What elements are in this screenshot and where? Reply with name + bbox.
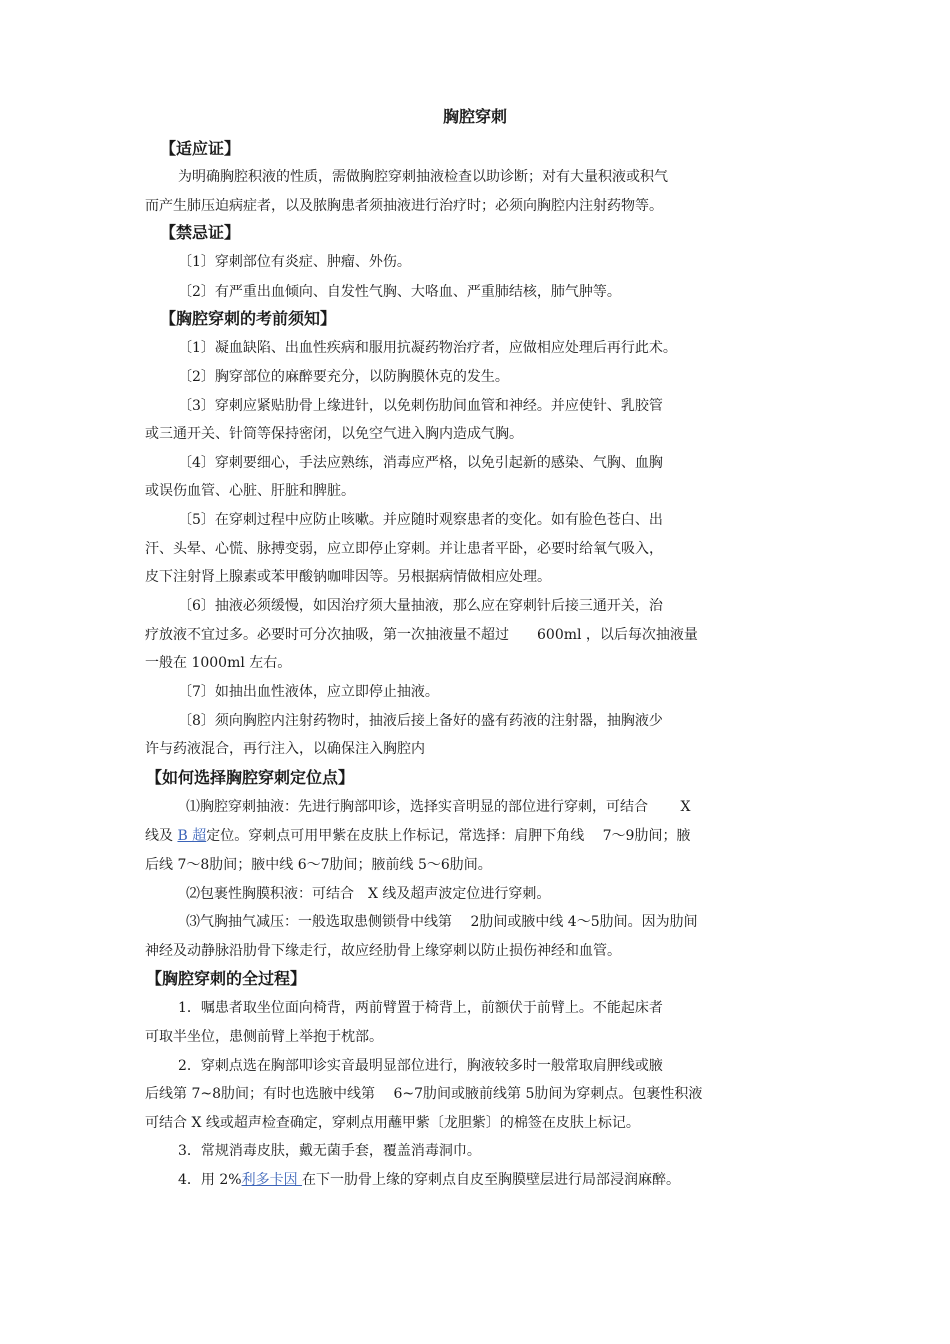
paragraph-line: 许与药液混合，再行注入，以确保注入胸腔内 bbox=[145, 741, 425, 757]
heading-positioning: 【如何选择胸腔穿刺定位点】 bbox=[146, 768, 355, 787]
paragraph-line: 可取半坐位，患侧前臂上举抱于枕部。 bbox=[145, 1029, 383, 1045]
paragraph-line: 〔4〕穿刺要细心，手法应熟练，消毒应严格，以免引起新的感染、气胸、血胸 bbox=[178, 455, 663, 471]
paragraph-line: 〔8〕须向胸腔内注射药物时，抽液后接上备好的盛有药液的注射器，抽胸液少 bbox=[178, 713, 663, 729]
text-segment: 4．用 2% bbox=[178, 1172, 242, 1188]
paragraph-line: 为明确胸腔积液的性质，需做胸腔穿刺抽液检查以助诊断；对有大量积液或积气 bbox=[178, 169, 668, 185]
paragraph-line: 〔7〕如抽出血性液体，应立即停止抽液。 bbox=[178, 684, 439, 700]
lidocaine-link[interactable]: 利多卡因 bbox=[241, 1172, 303, 1188]
b-ultrasound-link[interactable]: B 超 bbox=[177, 828, 207, 844]
paragraph-line: 汗、头晕、心慌、脉搏变弱，应立即停止穿刺。并让患者平卧，必要时给氧气吸入， bbox=[145, 541, 663, 557]
paragraph-line: 〔1〕凝血缺陷、出血性疾病和服用抗凝药物治疗者，应做相应处理后再行此术。 bbox=[178, 340, 677, 356]
paragraph-line: 而产生肺压迫病症者，以及脓胸患者须抽液进行治疗时；必须向胸腔内注射药物等。 bbox=[145, 198, 663, 214]
paragraph-line: 〔2〕胸穿部位的麻醉要充分，以防胸膜休克的发生。 bbox=[178, 369, 509, 385]
paragraph-line: 一般在 1000ml 左右。 bbox=[145, 655, 292, 671]
text-segment: 线及 bbox=[145, 828, 178, 844]
paragraph-line: 可结合 X 线或超声检查确定，穿刺点用蘸甲紫〔龙胆紫〕的棉签在皮肤上标记。 bbox=[145, 1115, 640, 1131]
paragraph-line: 1．嘱患者取坐位面向椅背，两前臂置于椅背上，前额伏于前臂上。不能起床者 bbox=[178, 1000, 663, 1016]
heading-contraindications: 【禁忌证】 bbox=[160, 223, 241, 242]
paragraph-line: 〔1〕穿刺部位有炎症、肿瘤、外伤。 bbox=[178, 254, 411, 270]
paragraph-line bbox=[145, 826, 690, 846]
paragraph-line bbox=[178, 1170, 680, 1190]
heading-indications: 【适应证】 bbox=[160, 139, 241, 158]
paragraph-line: ⑶气胸抽气减压：一般选取患侧锁骨中线第 2肋间或腋中线 4～5肋间。因为肋间 bbox=[186, 914, 698, 930]
paragraph-line: 或三通开关、针筒等保持密闭，以免空气进入胸内造成气胸。 bbox=[145, 426, 523, 442]
heading-procedure: 【胸腔穿刺的全过程】 bbox=[146, 969, 307, 988]
paragraph-line: ⑴胸腔穿刺抽液：先进行胸部叩诊，选择实音明显的部位进行穿刺，可结合 X bbox=[186, 799, 691, 815]
paragraph-line: ⑵包裹性胸膜积液：可结合 X 线及超声波定位进行穿刺。 bbox=[186, 886, 551, 902]
text-segment: 定位。穿刺点可用甲紫在皮肤上作标记，常选择：肩胛下角线 7～9肋间；腋 bbox=[206, 828, 691, 844]
paragraph-line: 疗放液不宜过多。必要时可分次抽吸，第一次抽液量不超过 600ml ，以后每次抽液量 bbox=[145, 627, 698, 643]
paragraph-line: 2．穿刺点选在胸部叩诊实音最明显部位进行，胸液较多时一般常取肩胛线或腋 bbox=[178, 1058, 663, 1074]
paragraph-line: 〔6〕抽液必须缓慢，如因治疗须大量抽液，那么应在穿刺针后接三通开关，治 bbox=[178, 598, 663, 614]
paragraph-line: 或误伤血管、心脏、肝脏和脾脏。 bbox=[145, 483, 355, 499]
paragraph-line: 〔2〕有严重出血倾向、自发性气胸、大咯血、严重肺结核，肺气肿等。 bbox=[178, 284, 621, 300]
paragraph-line: 神经及动静脉沿肋骨下缘走行，故应经肋骨上缘穿刺以防止损伤神经和血管。 bbox=[145, 943, 621, 959]
paragraph-line: 3．常规消毒皮肤，戴无菌手套，覆盖消毒洞巾。 bbox=[178, 1143, 481, 1159]
heading-notes: 【胸腔穿刺的考前须知】 bbox=[160, 309, 337, 328]
paragraph-line: 后线第 7~8肋间；有时也选腋中线第 6~7肋间或腋前线第 5肋间为穿刺点。包裹性积液 bbox=[145, 1086, 703, 1102]
text-segment: 在下一肋骨上缘的穿刺点自皮至胸膜壁层进行局部浸润麻醉。 bbox=[302, 1172, 681, 1188]
paragraph-line: 皮下注射肾上腺素或苯甲酸钠咖啡因等。另根据病情做相应处理。 bbox=[145, 569, 551, 585]
paragraph-line: 后线 7～8肋间；腋中线 6～7肋间；腋前线 5～6肋间。 bbox=[145, 857, 492, 873]
paragraph-line: 〔3〕穿刺应紧贴肋骨上缘进针，以免刺伤肋间血管和神经。并应使针、乳胶管 bbox=[178, 398, 663, 414]
page-title: 胸腔穿刺 bbox=[442, 107, 507, 126]
paragraph-line: 〔5〕在穿刺过程中应防止咳嗽。并应随时观察患者的变化。如有脸色苍白、出 bbox=[178, 512, 663, 528]
